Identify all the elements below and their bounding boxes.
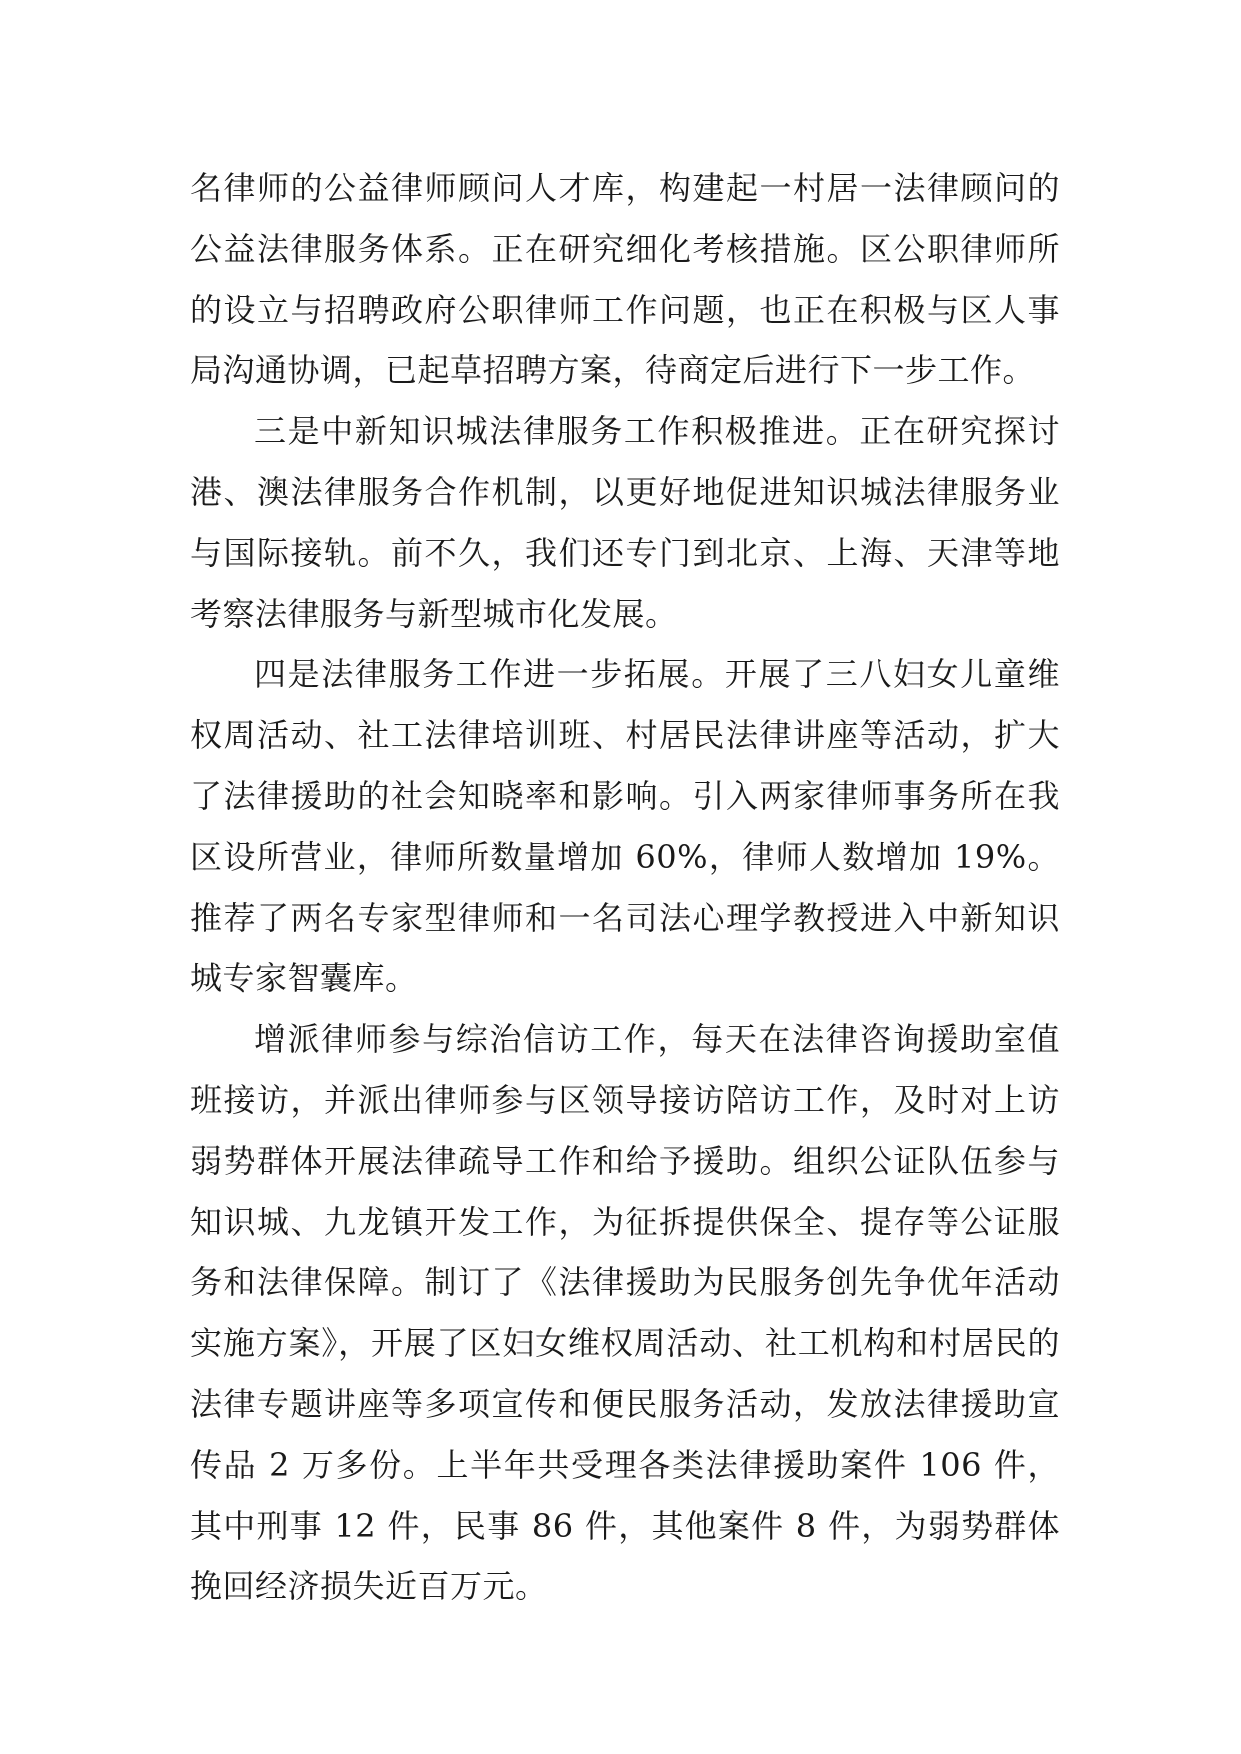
paragraph-continuation: 名律师的公益律师顾问人才库，构建起一村居一法律顾问的公益法律服务体系。正在研究细化考核措施。区公职律师所的设立与招聘政府公职律师工作问题，也正在积极与区人事局沟通协调，已起草招聘方案，待商定后进行下一步工作。 — [190, 169, 1060, 390]
paragraph-legal-service-expansion: 四是法律服务工作进一步拓展。开展了三八妇女儿童维权周活动、社工法律培训班、村居民法律讲座等活动，扩大了法律援助的社会知晓率和影响。引入两家律师事务所在我区设所营业，律师所数量增加 60%，律师人数增加 19%。推荐了两名专家型律师和一名司法心理学教授进入中新知识城专家智囊库。 — [190, 655, 1060, 998]
paragraph-zhongxin-knowledge-city: 三是中新知识城法律服务工作积极推进。正在研究探讨港、澳法律服务合作机制，以更好地促进知识城法律服务业与国际接轨。前不久，我们还专门到北京、上海、天津等地考察法律服务与新型城市化发展。 — [190, 412, 1060, 633]
document-body — [190, 158, 1060, 1617]
paragraph-lawyer-petition-work: 增派律师参与综治信访工作，每天在法律咨询援助室值班接访，并派出律师参与区领导接访陪访工作，及时对上访弱势群体开展法律疏导工作和给予援助。组织公证队伍参与知识城、九龙镇开发工作，为征拆提供保全、提存等公证服务和法律保障。制订了《法律援助为民服务创先争优年活动实施方案》，开展了区妇女维权周活动、社工机构和村居民的法律专题讲座等多项宣传和便民服务活动，发放法律援助宣传品 2 万多份。上半年共受理各类法律援助案件 106 件，其中刑事 12 件，民事 86 件，其他案件 8 件，为弱势群体挽回经济损失近百万元。 — [190, 1020, 1060, 1606]
